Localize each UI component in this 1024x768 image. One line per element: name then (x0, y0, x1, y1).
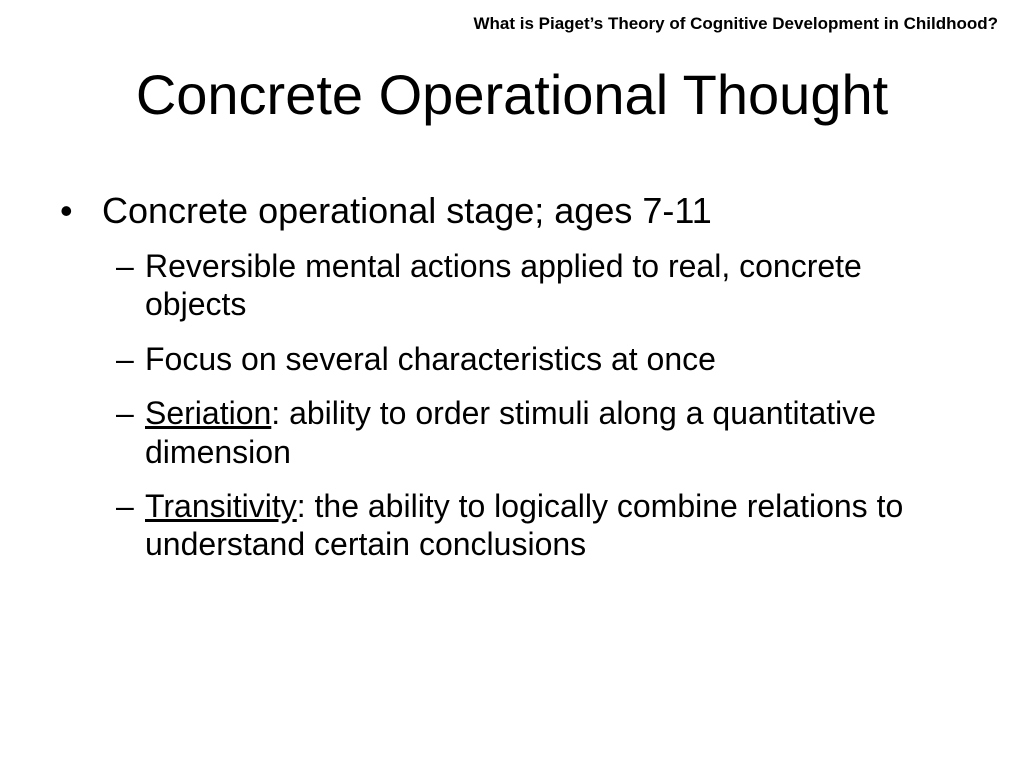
dash-symbol: – (116, 340, 134, 377)
term-transitivity: Transitivity (145, 487, 297, 524)
main-bullet (60, 188, 960, 233)
sub-bullet-text: Reversible mental actions applied to real, concrete objects (145, 248, 862, 323)
header-note: What is Piaget’s Theory of Cognitive Development in Childhood? (473, 14, 998, 33)
sub-bullet-text: Focus on several characteristics at once (145, 340, 716, 377)
sub-bullet (116, 487, 960, 564)
sub-bullet-text (145, 394, 925, 471)
term-seriation: Seriation (145, 395, 272, 432)
slide-body (60, 188, 960, 580)
term-definition: : ability to order stimuli along a quantitative dimension (145, 395, 877, 470)
dash-symbol: – (116, 487, 134, 524)
sub-bullet (116, 340, 960, 378)
sub-bullet (116, 247, 960, 324)
main-bullet-text: Concrete operational stage; ages 7-11 (102, 190, 712, 231)
slide-title: Concrete Operational Thought (135, 63, 889, 126)
sub-bullet (116, 394, 960, 471)
bullet-symbol: • (60, 190, 73, 231)
dash-symbol: – (116, 248, 134, 284)
dash-symbol: – (116, 395, 134, 432)
term-definition: : the ability to logically combine relations to understand certain conclusions (145, 487, 904, 563)
sub-bullet-text (145, 487, 925, 564)
